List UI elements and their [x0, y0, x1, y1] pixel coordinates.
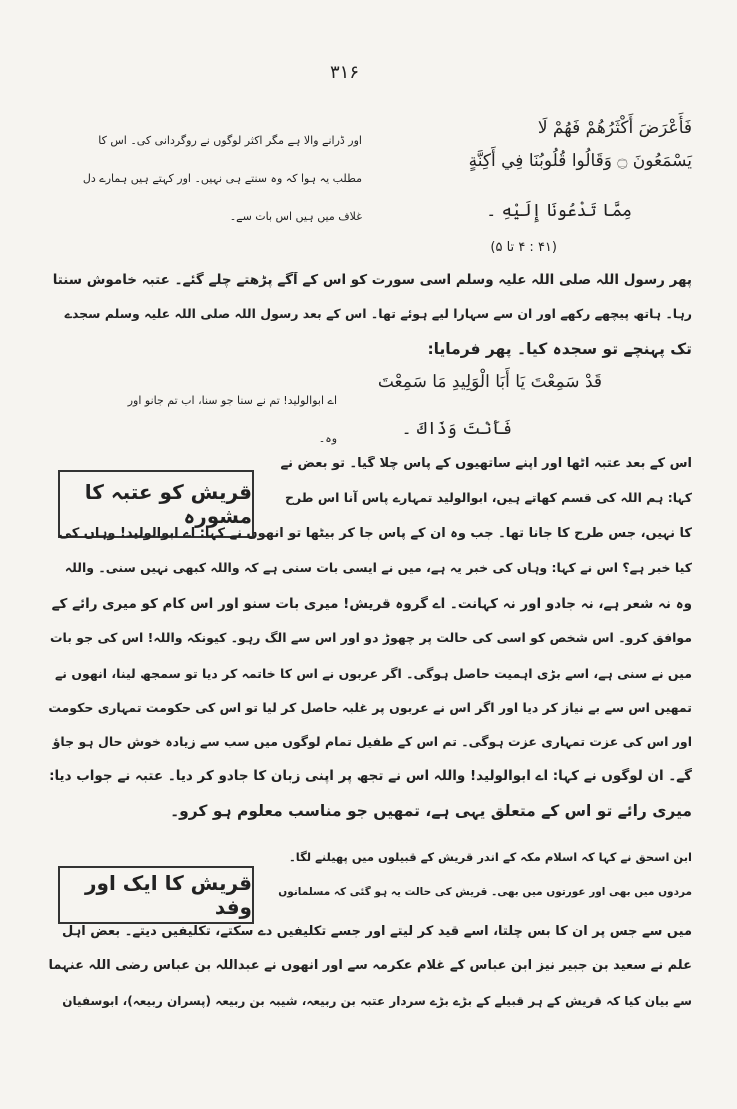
text-line: مردوں میں بھی اور عورتوں میں بھی۔ قریش کی حالت یہ ہو گئی کہ مسلمانوں — [278, 886, 692, 898]
text-line: اور اس کی عزت تمہاری عزت ہوگی۔ تم اس کے طفیل تمام لوگوں میں سب سے زیادہ خوش حال ہو جاؤ — [52, 734, 692, 749]
text-line: وہ نہ شعر ہے، نہ جادو اور نہ کہانت۔ اے گروہ قریش! میری بات سنو اور اس کام کو میری رائے کے — [51, 596, 692, 612]
quran-verse-line: يَسْمَعُونَ ۝ وَقَالُوا قُلُوبُنَا فِي أَكِنَّةٍ — [468, 151, 692, 171]
text-line: موافق کرو۔ اس شخص کو اسی کی حالت پر چھوڑ دو اور اس سے الگ رہو۔ کیونکہ واللہ! اس کی جو بات — [49, 630, 692, 645]
text-line: سے بیان کیا کہ قریش کے ہر قبیلے کے بڑے بڑے سردار عتبہ بن ربیعہ، شیبہ بن ربیعہ (پسران ربیعہ)، ابوسفیان — [62, 994, 692, 1008]
text-line: ابن اسحق نے کہا کہ اسلام مکہ کے اندر قریش کے قبیلوں میں پھیلنے لگا۔ — [289, 850, 692, 864]
page-number: ۳۱۶ — [330, 62, 360, 83]
text-line: علم نے سعید بن جبیر نیز ابن عباس کے غلام عکرمہ سے اور انھوں نے عبداللہ بن عباس رضی اللہ عنہما — [48, 958, 692, 973]
text-line: تک پہنچے تو سجدہ کیا۔ پھر فرمایا: — [427, 340, 692, 358]
section-heading: قریش کو عتبہ کا مشورہ — [84, 480, 252, 528]
translation-line: سنتے ہی نہیں۔ اور کہتے ہیں ہمارے دل غلاف میں — [82, 172, 362, 223]
text-line: رہا۔ ہاتھ پیچھے رکھے اور ان سے سہارا لیے ہوئے تھا۔ اس کے بعد رسول اللہ صلی اللہ علیہ وسلم سجدے — [64, 306, 692, 321]
text-line: کا نہیں، جس طرح کا جانا تھا۔ جب وہ ان کے پاس جا کر بیٹھا تو انھوں نے کہا: اے ابوالولید! وہاں کی — [58, 526, 692, 541]
translation-line: ہیں اس بات سے۔ — [229, 210, 314, 223]
arabic-quote-line: قَدْ سَمِعْتَ يَا أَبَا الْوَلِيدِ مَا سَمِعْتَ — [377, 372, 602, 392]
text-line: میں نے سنی ہے، اسے بڑی اہمیت حاصل ہوگی۔ اگر عربوں نے اس کا خاتمہ کر دیا تو سمجھ لینا، انھوں نے — [54, 666, 692, 681]
text-line: تمھیں اس سے بے نیاز کر دیا اور اگر اس نے عربوں پر غلبہ حاصل کر لیا تو اس کی حکومت تمہاری حکومت — [48, 700, 692, 715]
text-line: میں سے جس پر ان کا بس چلتا، اسے قید کر لیتے اور جسے تکلیفیں دے سکتے، تکلیفیں دیتے۔ بعض اہل — [62, 924, 692, 939]
quran-verse-line: مِمَّا تَدْعُونَا إِلَيْهِ ۔ — [486, 201, 632, 221]
quote-translation: اے ابوالولید! تم نے سنا جو سنا، اب تم جانو اور وہ۔ — [127, 394, 337, 445]
text-line: اس کے بعد عتبہ اٹھا اور اپنے ساتھیوں کے پاس چلا گیا۔ تو بعض نے — [280, 456, 692, 471]
verse-reference: (۴۱ : ۴ تا ۵) — [490, 240, 557, 255]
text-line: کہا: ہم اللہ کی قسم کھاتے ہیں، ابوالولید تمہارے پاس آنا اس طرح — [285, 490, 692, 505]
verse-translation — [72, 122, 362, 236]
arabic-quote-line: فَأَنْتَ وَذَاكَ ۔ — [401, 419, 512, 439]
section-heading-box — [58, 866, 254, 924]
text-line: گے۔ ان لوگوں نے کہا: اے ابوالولید! واللہ اس نے تجھ پر اپنی زبان کا جادو کر دیا۔ عتبہ نے جواب دیا: — [49, 768, 692, 784]
text-line: پھر رسول اللہ صلی اللہ علیہ وسلم اسی سورت کو اس کے آگے پڑھتے چلے گئے۔ عتبہ خاموش سنتا — [52, 272, 692, 288]
text-line: کیا خبر ہے؟ اس نے کہا: وہاں کی خبر یہ ہے، میں نے ایسی بات سنی ہے کہ واللہ کبھی نہیں سنی۔ واللہ — [64, 560, 692, 575]
section-heading: قریش کا ایک اور وفد — [85, 871, 252, 919]
quran-verse-line: فَأَعْرَضَ أَكْثَرُهُمْ فَهُمْ لَا — [537, 118, 692, 138]
text-line: میری رائے تو اس کے متعلق یہی ہے، تمھیں جو مناسب معلوم ہو کرو۔ — [170, 802, 692, 820]
translation-line: اور ڈرانے والا ہے مگر اکثر لوگوں نے روگردانی کی۔ اس کا مطلب یہ ہوا کہ وہ — [98, 134, 362, 185]
